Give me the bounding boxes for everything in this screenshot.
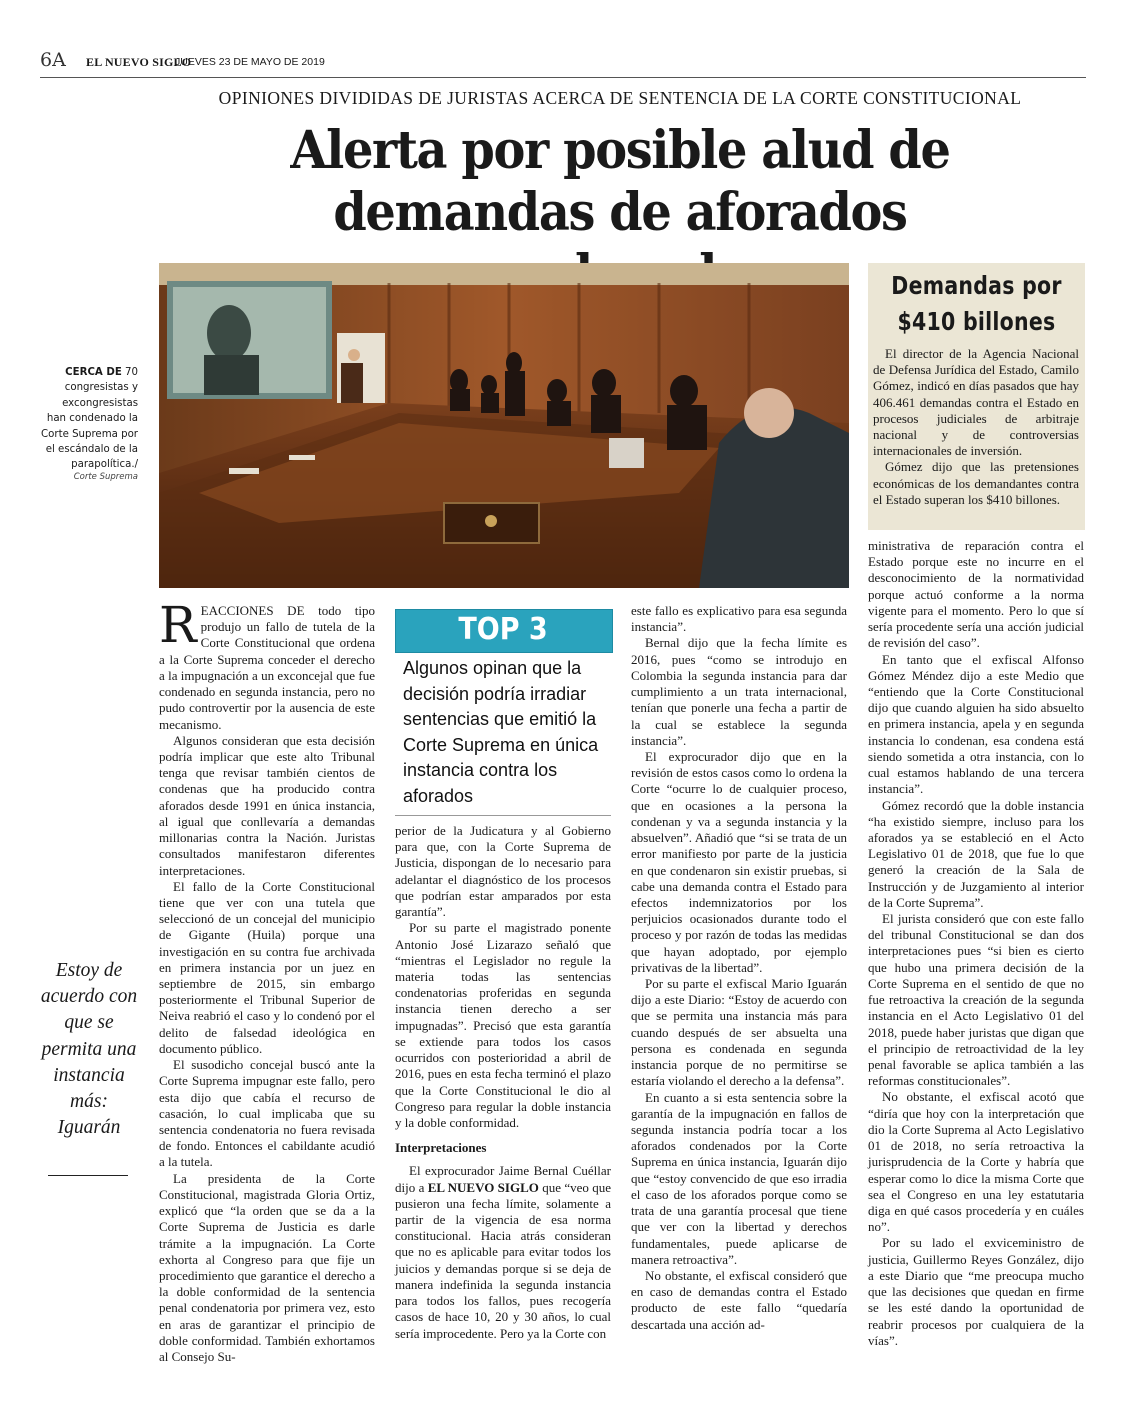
header-rule (40, 77, 1086, 78)
page-number: 6A (40, 49, 66, 71)
article-column-3 (631, 603, 847, 1333)
top3-rule (395, 815, 611, 816)
body-paragraph: En tanto que el exfiscal Alfonso Gómez Méndez dijo a este Medio que “entiendo que la Corte Constitucional dijo que cuando alguien ha sido absuelto en primera instancia, apela y en segunda instancia lo condenan, esa condena está siendo sometida a otra instancia, con lo cual estamos hablando de una tercera instancia”. (868, 651, 1084, 797)
body-paragraph: Algunos consideran que esta decisión podría implicar que este alto Tribunal tenga que revisar también cientos de condenas que ha producido contra aforados desde 1991 en única instancia, al igual que conllevaría a demandas millonarias contra la Nación. Juristas consultados manifestaron diferentes interpretaciones. (159, 732, 375, 878)
body-paragraph: El fallo de la Corte Constitucional tiene que ver con una tutela que seleccionó de un concejal del municipio de Gigante (Huila) porque una investigación en su contra fue archivada en primera instancia por un juez en septiembre de 2015, sin embargo posteriormente el Tribunal Superior de Neiva reabrió el caso y lo condenó por el delito de falsedad ideológica en documento público. (159, 878, 375, 1056)
subheading: Interpretaciones (395, 1140, 487, 1156)
body-paragraph: El susodicho concejal buscó ante la Corte Suprema impugnar este fallo, pero esta dijo que cabía el recurso de casación, lo cual implicaba que su sentencia condenatoria no fuera revisada de fondo. Entonces el cabildante acudió a la tutela. (159, 1057, 375, 1170)
sidebar-paragraph: El director de la Agencia Nacional de Defensa Jurídica del Estado, Camilo Gómez, indicó en días pasados que hay 406.461 demandas contra el Estado en procesos judiciales de arbitraje nacional y de controversias internacionales de inversión. (873, 346, 1079, 459)
article-column-2 (395, 823, 611, 1342)
sidebar-paragraph: Gómez dijo que las pretensiones económicas de los demandantes contra el Estado superan los $410 billones. (873, 459, 1079, 507)
sidebar-body (873, 346, 1079, 508)
body-paragraph: Por su parte el magistrado ponente Antonio José Lizarazo señaló que “mientras el Legislador no regule la materia todas las sentencias condenatorias proferidas en segunda instancia tienen derecho a ser impugnadas”. Precisó que esta garantía se extiende para todos los casos ocurridos con posterioridad a abril de 2016, pues en esta fecha terminó el plazo que la Corte Constitucional le dio al Congreso para regular la doble instancia y la doble conformidad. (395, 920, 611, 1130)
body-paragraph: Por su parte el exfiscal Mario Iguarán dijo a este Diario: “Estoy de acuerdo con que se permita una instancia más para cuando después de ser absuelta una persona es condenada en segunda instancia porque de no permitirse se estaría violando el derecho a la defensa”. (631, 976, 847, 1089)
headline-line-1: Alerta por posible alud de (290, 120, 950, 181)
body-paragraph: Bernal dijo que la fecha límite es 2016, pues “como se introdujo en Colombia la segunda instancia para dar cumplimiento a un trata internacional, tenían que ponerle una fecha a partir de la cual se establece la segunda instancia”. (631, 635, 847, 748)
lead-text: EACCIONES DE todo tipo produjo un fallo de tutela de la Corte Constitucional que ordena a la Corte Suprema conceder el derecho a la impugnación a un exconcejal que fue condenado en segunda instancia, pero no pudo controvertir por la ausencia de este mecanismo. (159, 603, 375, 732)
caption-lead: CERCA DE (65, 367, 122, 378)
article-kicker: OPINIONES DIVIDIDAS DE JURISTAS ACERCA DE SENTENCIA DE LA CORTE CONSTITUCIONAL (218, 88, 1022, 108)
body-paragraph: El jurista consideró que con este fallo del tribunal Constitucional se dan dos interpretaciones pues “si bien es cierto que hubo una primera decisión de la Corte Suprema en el sentido de que no fue retroactiva la creación de la segunda instancia en el Acto Legislativo 01 del 2018, puede haber juristas que digan que el principio de retroactividad de la ley penal favorable se aplica también a las reformas constitucionales”. (868, 911, 1084, 1089)
body-paragraph (395, 1163, 611, 1341)
caption-text: 70 congresistas y excongresistas han condenado la Corte Suprema por el escándalo de la parapolítica./ (41, 367, 138, 471)
top3-text: Algunos opinan que la decisión podría irradiar sentencias que emitió la Corte Suprema en única instancia contra los aforados (403, 658, 599, 806)
article-column-1 (159, 596, 375, 1365)
body-paragraph: La presidenta de la Corte Constitucional, magistrada Gloria Ortiz, explicó que “la orden que se da a la Corte Suprema de Justicia es darle trámite a la impugnación. La Corte exhorta al Congreso para que fije un procedimiento que garantice el derecho a la doble conformidad de la sentencia penal condenatoria por primera vez, esto en aras de garantizar el principio de doble conformidad. También exhortamos al Consejo Su- (159, 1170, 375, 1365)
paragraph-text: que “veo que pusieron una fecha límite, solamente a partir de la vigencia de esa norma constitucional. Hacia atrás consideran que no es aplicable para evitar todos los juicios y demandas porque si se deja de manera indefinida la segunda instancia para todos los fallos, pues recogería casos de hace 10, 20 y 30 años, lo cual sería improcedente. Pero ya la Corte con (395, 1179, 611, 1341)
paper-name-inline: EL NUEVO SIGLO (427, 1179, 539, 1195)
body-paragraph: El exprocurador dijo que en la revisión de estos casos como lo ordena la Corte “ocurre lo de cualquier proceso, que en ocasiones a la persona la condenan y va a segunda instancia y la absuelven”. Añadió que “si se trata de un error manifiesto por parte de la justicia en que condenaron sin existir pruebas, si cabe una demanda contra el Estado para efectos indemnizatorios por los perjuicios ocasionados durante todo el proceso y por razón de todas las medidas que hayan adoptado, por ejemplo privativas de la libertad”. (631, 748, 847, 975)
photo-credit: Corte Suprema (73, 472, 138, 482)
issue-date: JUEVES 23 DE MAYO DE 2019 (175, 56, 325, 68)
drop-cap: R (159, 596, 197, 654)
pull-quote-rule (48, 1175, 128, 1176)
lead-paragraph (159, 596, 375, 733)
headline-line-2: demandas de aforados (333, 182, 907, 243)
body-paragraph: perior de la Judicatura y al Gobierno para que, con la Corte Suprema de Justicia, dispongan de lo necesario para adelantar el diagnóstico de los procesos que podrían estar amparados por esta garantía”. (395, 823, 611, 920)
newspaper-name: EL NUEVO SIGLO (86, 55, 192, 69)
body-paragraph: Por su lado el exviceministro de justicia, Guillermo Reyes González, dijo a este Diario que “me preocupa mucho que las decisiones que quedan en firme se les esté dando la oportunidad de reabrir procesos por cualquiera de la vías”. (868, 1235, 1084, 1348)
sidebar-title-line-1: Demandas por (891, 271, 1062, 300)
body-paragraph: No obstante, el exfiscal acotó que “diría que hoy con la interpretación que dio la Corte Suprema al Acto Legislativo 01 de 2018, no sería retroactiva la jurisprudencia de la Corte y habría que esperar como lo dice la misma Corte que sea el Congreso en una ley estatutaria diga en qué casos procedería y en cuáles no”. (868, 1089, 1084, 1235)
courtroom-photo (159, 263, 849, 588)
top3-title: TOP 3 (458, 612, 548, 647)
article-column-4 (868, 538, 1084, 1349)
sidebar-title-line-2: $410 billones (897, 307, 1056, 336)
body-paragraph: Gómez recordó que la doble instancia “ha existido siempre, incluso para los aforados ya se estableció en el Acto Legislativo 01 de 2018, que fue lo que generó la creación de la Sala de Instrucción y de Juzgamiento al interior de la Corte Suprema”. (868, 797, 1084, 910)
paragraph-text: El exprocurador Jaime Bernal Cuéllar dijo a (395, 1163, 611, 1195)
body-paragraph: ministrativa de reparación contra el Estado porque este no incurre en el desconocimiento de la normatividad porque actuó conforme a la norma vigente para el momento. Pero lo que sí sería procedente sería una acción judicial de revisión del caso”. (868, 538, 1084, 651)
photo-caption (40, 365, 138, 473)
sidebar-title (888, 268, 1066, 340)
pull-quote: Estoy de acuerdo con que se permita una instancia más: Iguarán (40, 960, 138, 1139)
body-paragraph: este fallo es explicativo para esa segunda instancia”. (631, 603, 847, 635)
body-paragraph: En cuanto a si esta sentencia sobre la garantía de la impugnación en fallos de segunda instancia podría tocar a los aforados condenados por la Corte Suprema en única instancia, Iguarán dijo que “estoy convencido de que eso irradia el caso de los aforados porque como se trata de una garantía procesal que tiene que ver con la libertad y derechos fundamentales, puede aplicarse de manera retroactiva”. (631, 1089, 847, 1267)
body-paragraph: No obstante, el exfiscal consideró que en caso de demandas contra el Estado producto de este fallo “quedaría descartada una acción ad- (631, 1267, 847, 1332)
